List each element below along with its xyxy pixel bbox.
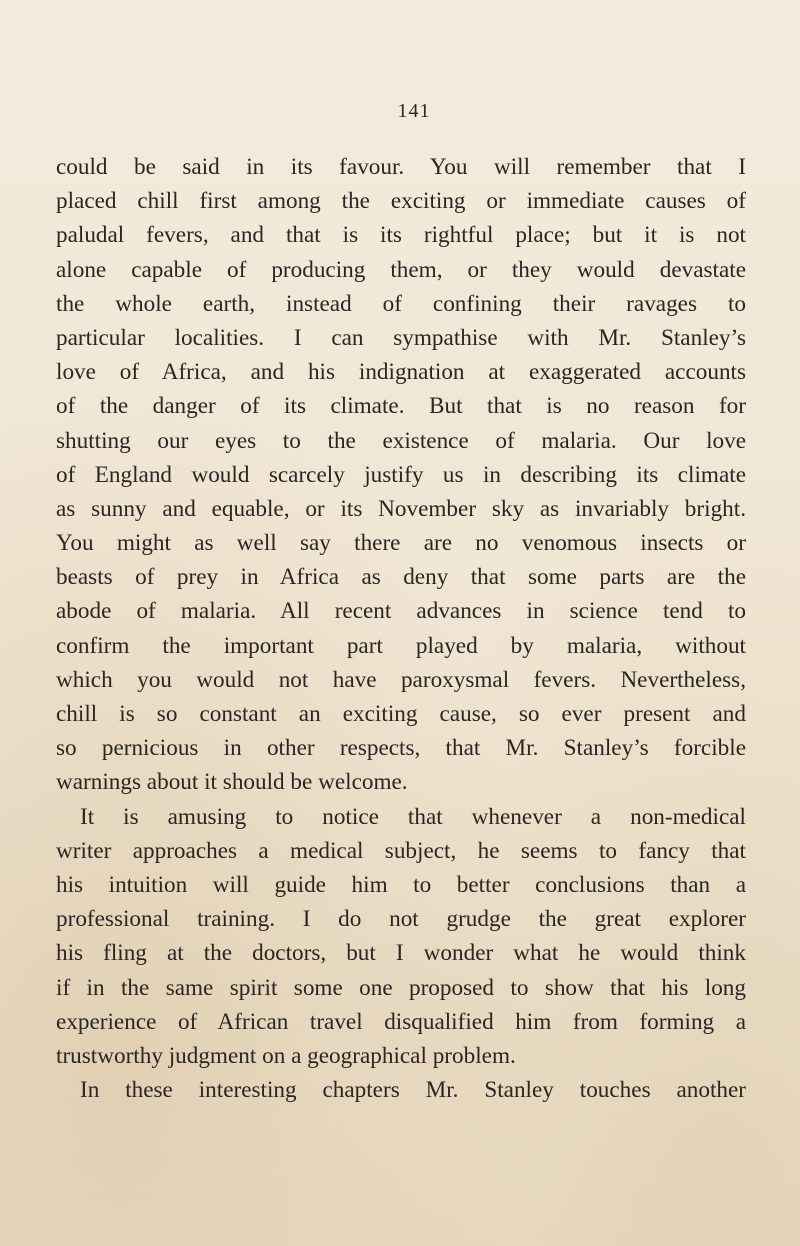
body-text [56, 150, 746, 1107]
text-line: You might as well say there are no venomous insects or [56, 530, 746, 557]
text-line: professional training. I do not grudge the great explorer [56, 906, 746, 933]
text-line: of the danger of its climate. But that is no reason for [56, 393, 746, 420]
text-line: trustworthy judgment on a geographical problem. [56, 1042, 516, 1069]
text-line: confirm the important part played by malaria, without [56, 632, 746, 659]
text-line: placed chill first among the exciting or immediate causes of [56, 188, 746, 215]
text-line: his fling at the doctors, but I wonder what he would think [56, 940, 746, 967]
text-line: shutting our eyes to the existence of malaria. Our love [56, 427, 746, 454]
text-line: writer approaches a medical subject, he seems to fancy that [56, 837, 746, 864]
text-line: It is amusing to notice that whenever a non-medical [80, 803, 746, 830]
text-line: if in the same spirit some one proposed to show that his long [56, 974, 746, 1001]
text-line: which you would not have paroxysmal fevers. Nevertheless, [56, 666, 746, 693]
text-line: experience of African travel disqualified him from forming a [56, 1008, 746, 1035]
text-line: his intuition will guide him to better conclusions than a [56, 871, 746, 898]
text-line: particular localities. I can sympathise with Mr. Stanley’s [56, 324, 746, 351]
text-line: the whole earth, instead of confining their ravages to [56, 290, 746, 317]
text-line: alone capable of producing them, or they would devastate [56, 256, 746, 283]
text-line: beasts of prey in Africa as deny that some parts are the [56, 564, 746, 591]
text-line: abode of malaria. All recent advances in science tend to [56, 598, 746, 625]
text-line: chill is so constant an exciting cause, so ever present and [56, 701, 746, 727]
text-line: could be said in its favour. You will remember that I [56, 154, 746, 180]
text-line: warnings about it should be welcome. [56, 769, 408, 796]
text-line: so pernicious in other respects, that Mr. Stanley’s forcible [56, 735, 746, 762]
page-number: 141 [397, 100, 431, 122]
text-line: love of Africa, and his indignation at exaggerated accounts [56, 359, 746, 386]
text-line: paludal fevers, and that is its rightful place; but it is not [56, 222, 746, 249]
text-line: as sunny and equable, or its November sky as invariably bright. [56, 495, 746, 522]
text-line: of England would scarcely justify us in describing its climate [56, 461, 746, 488]
text-line: In these interesting chapters Mr. Stanley touches another [80, 1077, 746, 1104]
